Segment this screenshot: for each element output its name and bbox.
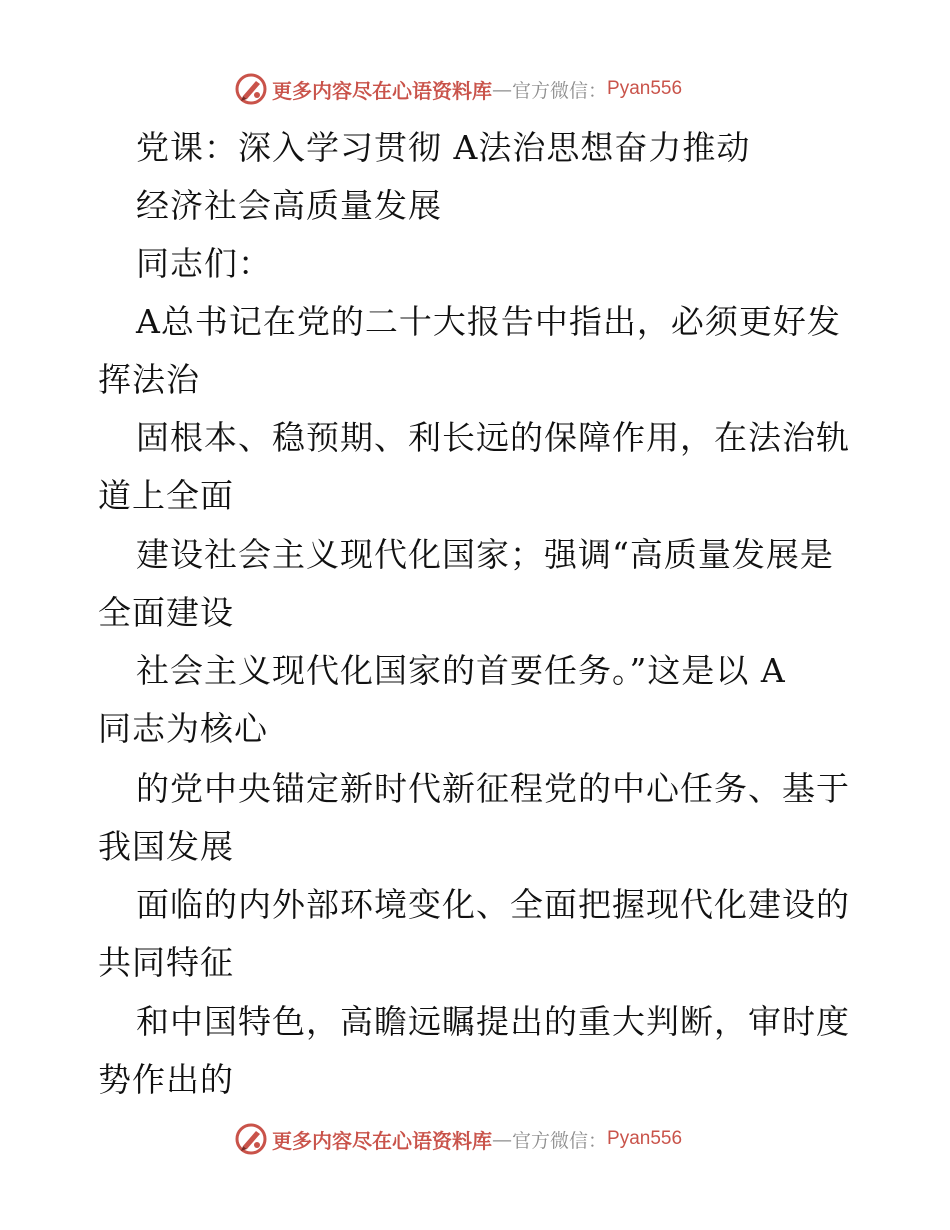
footer-banner [0, 1120, 950, 1160]
footer-banner-wechat-id: Pyan556 [607, 1128, 683, 1149]
header-banner-title: 更多内容尽在心语资料库 [272, 78, 492, 103]
paragraph-line: 挥法治 [98, 360, 200, 399]
paragraph-line: 道上全面 [98, 476, 234, 515]
document-title-line-1: 党课：深入学习贯彻 A法治思想奋力推动 [136, 128, 751, 167]
pen-seal-logo-icon [234, 1122, 268, 1156]
paragraph-line: 社会主义现代化国家的首要任务。”这是以 A [136, 651, 786, 690]
paragraph-line: 的党中央锚定新时代新征程党的中心任务、基于 [136, 769, 850, 808]
header-banner-official-label: 官方微信： [512, 79, 608, 102]
paragraph-line: 共同特征 [98, 943, 234, 982]
document-title-line-2: 经济社会高质量发展 [136, 186, 442, 225]
header-banner-wechat-id: Pyan556 [607, 78, 683, 99]
footer-banner-separator: — [492, 1127, 512, 1151]
footer-banner-content [234, 1122, 682, 1156]
header-banner-separator: — [492, 77, 512, 101]
document-greeting: 同志们： [136, 244, 272, 283]
paragraph-line: 我国发展 [98, 827, 234, 866]
paragraph-line: 势作出的 [98, 1060, 234, 1099]
paragraph-line: 和中国特色，高瞻远瞩提出的重大判断，审时度 [136, 1002, 850, 1041]
paragraph-line: 建设社会主义现代化国家；强调“高质量发展是 [136, 535, 834, 574]
footer-banner-title: 更多内容尽在心语资料库 [272, 1128, 492, 1153]
paragraph-line: A总书记在党的二十大报告中指出，必须更好发 [136, 302, 841, 341]
paragraph-line: 全面建设 [98, 593, 234, 632]
paragraph-line: 固根本、稳预期、利长远的保障作用，在法治轨 [136, 418, 850, 457]
footer-banner-official-label: 官方微信： [512, 1129, 608, 1152]
paragraph-line: 同志为核心 [98, 709, 268, 748]
paragraph-line: 面临的内外部环境变化、全面把握现代化建设的 [136, 885, 850, 924]
